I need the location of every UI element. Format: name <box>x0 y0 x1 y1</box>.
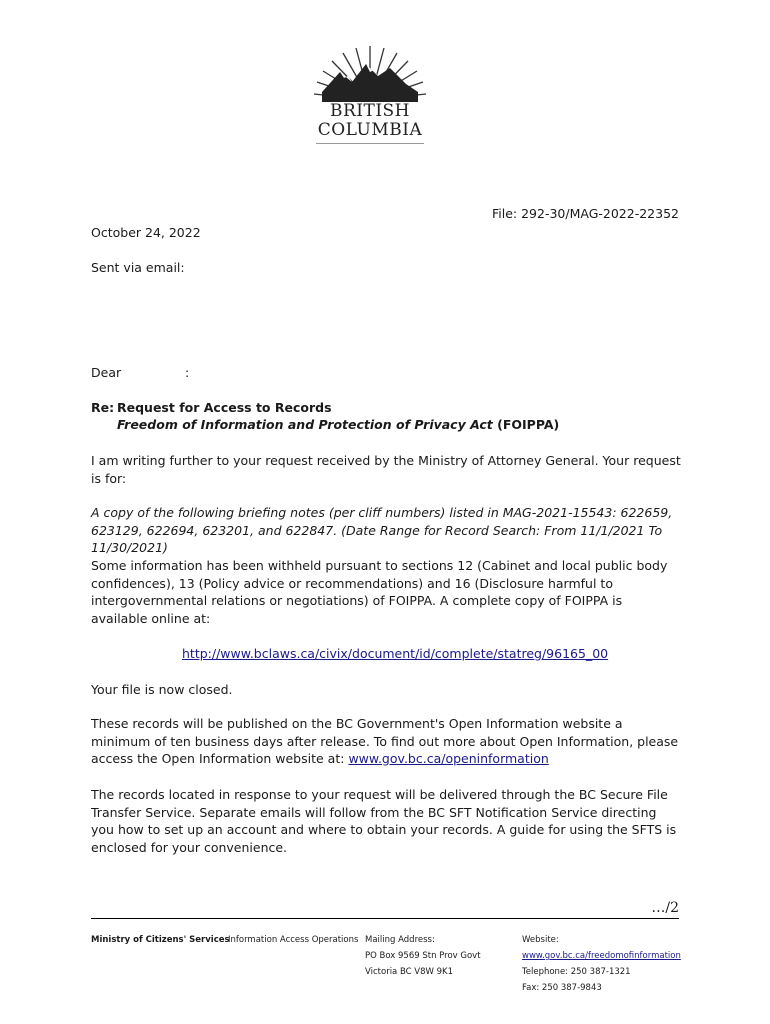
sent-via: Sent via email: <box>91 260 185 275</box>
footer-divider <box>91 918 679 919</box>
footer-mailing-label: Mailing Address: <box>365 935 435 945</box>
letter-date: October 24, 2022 <box>91 225 201 240</box>
page-indicator: …/2 <box>651 900 679 916</box>
re-act-line <box>117 416 559 434</box>
re-title: Request for Access to Records <box>117 400 332 415</box>
footer-mailing <box>365 932 481 980</box>
re-label: Re: <box>91 400 115 415</box>
foippa-link[interactable]: http://www.bclaws.ca/civix/document/id/complete/statreg/96165_00 <box>182 646 609 661</box>
footer-website-label: Website: <box>522 935 559 945</box>
footer-telephone: Telephone: 250 387-1321 <box>522 967 631 977</box>
footer-website-link[interactable]: www.gov.bc.ca/freedomofinformation <box>522 951 681 961</box>
footer-mailing-line1: PO Box 9569 Stn Prov Govt <box>365 951 481 961</box>
logo-line-columbia: COLUMBIA <box>317 120 423 140</box>
paragraph-open-information <box>91 715 681 768</box>
act-name: Freedom of Information and Protection of Privacy Act <box>117 417 493 432</box>
bc-logo-wordmark <box>300 102 440 140</box>
paragraph-withheld: Some information has been withheld pursuant to sections 12 (Cabinet and local public body confidences), 13 (Policy advice or recommendations) and 16 (Disclosure harmful to intergovernmental relations or negotiations) of FOIPPA. A complete copy of FOIPPA is available online at: <box>91 558 668 626</box>
file-reference: File: 292-30/MAG-2022-22352 <box>492 206 679 221</box>
salutation-colon: : <box>185 365 190 380</box>
open-information-link[interactable]: www.gov.bc.ca/openinformation <box>348 751 549 766</box>
footer-fax: Fax: 250 387-9843 <box>522 983 602 993</box>
act-abbreviation: (FOIPPA) <box>497 417 560 432</box>
paragraph-request: I am writing further to your request received by the Ministry of Attorney General. Your request is for: <box>91 453 681 486</box>
footer-branch: Information Access Operations <box>228 935 359 945</box>
footer-contact <box>522 932 681 996</box>
footer-mailing-line2: Victoria BC V8W 9K1 <box>365 967 454 977</box>
logo-line-british: BRITISH <box>329 101 411 121</box>
paragraph-request-details: A copy of the following briefing notes (per cliff numbers) listed in MAG-2021-15543: 622659, 623129, 622694, 623201, and 622847. (Date Range for Record Search: From 11/1/2021 To 11/30/2021) <box>91 505 673 555</box>
logo-divider <box>316 143 424 144</box>
paragraph-sfts: The records located in response to your request will be delivered through the BC Secure File Transfer Service. Separate emails will follow from the BC SFT Notification Service directing you how to set up an account and where to obtain your records. A guide for using the SFTS is enclosed for your convenience. <box>91 787 677 855</box>
footer-ministry: Ministry of Citizens' Services <box>91 935 230 945</box>
open-information-text: These records will be published on the BC Government's Open Information website a minimum of ten business days after release. To find out more about Open Information, please access the Open Information website at: <box>91 716 679 766</box>
salutation: Dear <box>91 365 122 380</box>
paragraph-file-closed: Your file is now closed. <box>91 682 233 697</box>
